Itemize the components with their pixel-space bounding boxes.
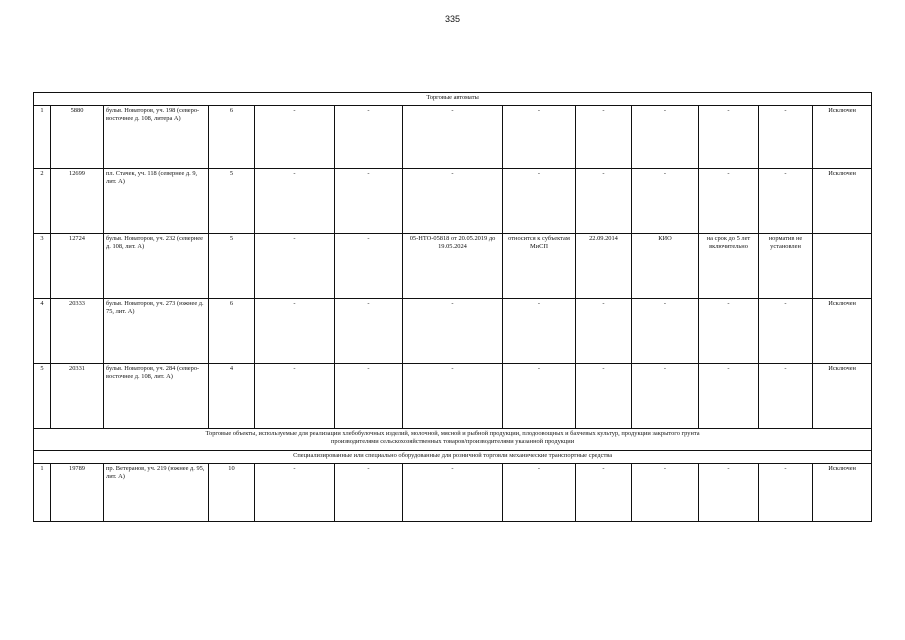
- cell-col6: -: [335, 299, 403, 364]
- cell-authority: КИО: [632, 234, 699, 299]
- cell-term: -: [699, 169, 759, 234]
- section-title: [34, 429, 872, 451]
- cell-no: 1: [34, 106, 51, 169]
- cell-smb-status: -: [503, 364, 576, 429]
- table-row: [34, 234, 872, 299]
- cell-date: -: [576, 464, 632, 522]
- cell-col6: -: [335, 234, 403, 299]
- cell-authority: -: [632, 464, 699, 522]
- cell-count: 6: [209, 299, 255, 364]
- cell-id: 12724: [51, 234, 104, 299]
- cell-no: 1: [34, 464, 51, 522]
- cell-no: 4: [34, 299, 51, 364]
- cell-norm: -: [759, 464, 813, 522]
- cell-count: 10: [209, 464, 255, 522]
- table-row: [34, 364, 872, 429]
- page-number: 335: [444, 14, 461, 24]
- cell-contract: -: [403, 169, 503, 234]
- cell-address: бульв. Новаторов, уч. 232 (севернее д. 108, лит. А): [104, 234, 209, 299]
- table-row: [34, 106, 872, 169]
- cell-no: 5: [34, 364, 51, 429]
- cell-date: -: [576, 106, 632, 169]
- cell-col5: -: [255, 106, 335, 169]
- cell-note: Исключен: [813, 106, 872, 169]
- table-row: [34, 299, 872, 364]
- cell-term: -: [699, 299, 759, 364]
- cell-contract: -: [403, 464, 503, 522]
- cell-smb-status: относится к субъектам МиСП: [503, 234, 576, 299]
- cell-address: бульв. Новаторов, уч. 198 (северо-восточнее д. 108, литера А): [104, 106, 209, 169]
- cell-address: пл. Стачек, уч. 118 (севернее д. 9, лит. А): [104, 169, 209, 234]
- cell-address: бульв. Новаторов, уч. 273 (южнее д. 75, лит. А): [104, 299, 209, 364]
- cell-smb-status: -: [503, 106, 576, 169]
- cell-norm: -: [759, 299, 813, 364]
- section-title: Специализированные или специально оборудованные для розничной торговли механические транспортные средства: [34, 451, 872, 464]
- section-title: Торговые автоматы: [34, 93, 872, 106]
- cell-smb-status: -: [503, 464, 576, 522]
- cell-col6: -: [335, 106, 403, 169]
- cell-authority: -: [632, 106, 699, 169]
- cell-date: -: [576, 169, 632, 234]
- cell-count: 5: [209, 169, 255, 234]
- cell-contract: 05-НТО-05818 от 20.05.2019 до 19.05.2024: [403, 234, 503, 299]
- cell-authority: -: [632, 299, 699, 364]
- cell-note: Исключен: [813, 364, 872, 429]
- cell-norm: норматив не установлен: [759, 234, 813, 299]
- cell-count: 5: [209, 234, 255, 299]
- cell-no: 3: [34, 234, 51, 299]
- cell-id: 12699: [51, 169, 104, 234]
- cell-count: 6: [209, 106, 255, 169]
- cell-date: -: [576, 364, 632, 429]
- cell-date: 22.09.2014: [576, 234, 632, 299]
- cell-col5: -: [255, 169, 335, 234]
- cell-authority: -: [632, 364, 699, 429]
- cell-note: Исключен: [813, 169, 872, 234]
- cell-contract: -: [403, 106, 503, 169]
- cell-col6: -: [335, 169, 403, 234]
- cell-smb-status: -: [503, 299, 576, 364]
- cell-smb-status: -: [503, 169, 576, 234]
- cell-contract: -: [403, 364, 503, 429]
- cell-term: на срок до 5 лет включительно: [699, 234, 759, 299]
- cell-term: -: [699, 106, 759, 169]
- section-header-vending: [34, 93, 872, 106]
- cell-no: 2: [34, 169, 51, 234]
- cell-col5: -: [255, 464, 335, 522]
- cell-term: -: [699, 364, 759, 429]
- cell-col5: -: [255, 364, 335, 429]
- cell-norm: -: [759, 106, 813, 169]
- section-title-line-1: Торговые объекты, используемые для реализации хлебобулочных изделий, молочной, мясной и рыбной продукции, плодоовощных и бахчевых культур, продукции закрытого грунта: [205, 430, 700, 437]
- cell-col6: -: [335, 364, 403, 429]
- cell-norm: -: [759, 169, 813, 234]
- table-row: [34, 464, 872, 522]
- cell-col5: -: [255, 234, 335, 299]
- cell-note: Исключен: [813, 299, 872, 364]
- cell-id: 20331: [51, 364, 104, 429]
- cell-id: 20333: [51, 299, 104, 364]
- cell-note: [813, 234, 872, 299]
- cell-address: пр. Ветеранов, уч. 219 (южнее д. 95, лит. А): [104, 464, 209, 522]
- section-header-vehicles: [34, 451, 872, 464]
- cell-note: Исключен: [813, 464, 872, 522]
- cell-authority: -: [632, 169, 699, 234]
- cell-contract: -: [403, 299, 503, 364]
- cell-norm: -: [759, 364, 813, 429]
- table-row: [34, 169, 872, 234]
- cell-address: бульв. Новаторов, уч. 284 (северо-восточнее д. 108, лит. А): [104, 364, 209, 429]
- cell-count: 4: [209, 364, 255, 429]
- section-title-line-2: производителями сельскохозяйственных товаров/производителями указанной продукции: [331, 438, 575, 446]
- cell-term: -: [699, 464, 759, 522]
- cell-col5: -: [255, 299, 335, 364]
- registry-table: [33, 92, 872, 522]
- cell-col6: -: [335, 464, 403, 522]
- cell-id: 5880: [51, 106, 104, 169]
- section-header-farm-products: [34, 429, 872, 451]
- cell-id: 19789: [51, 464, 104, 522]
- cell-date: -: [576, 299, 632, 364]
